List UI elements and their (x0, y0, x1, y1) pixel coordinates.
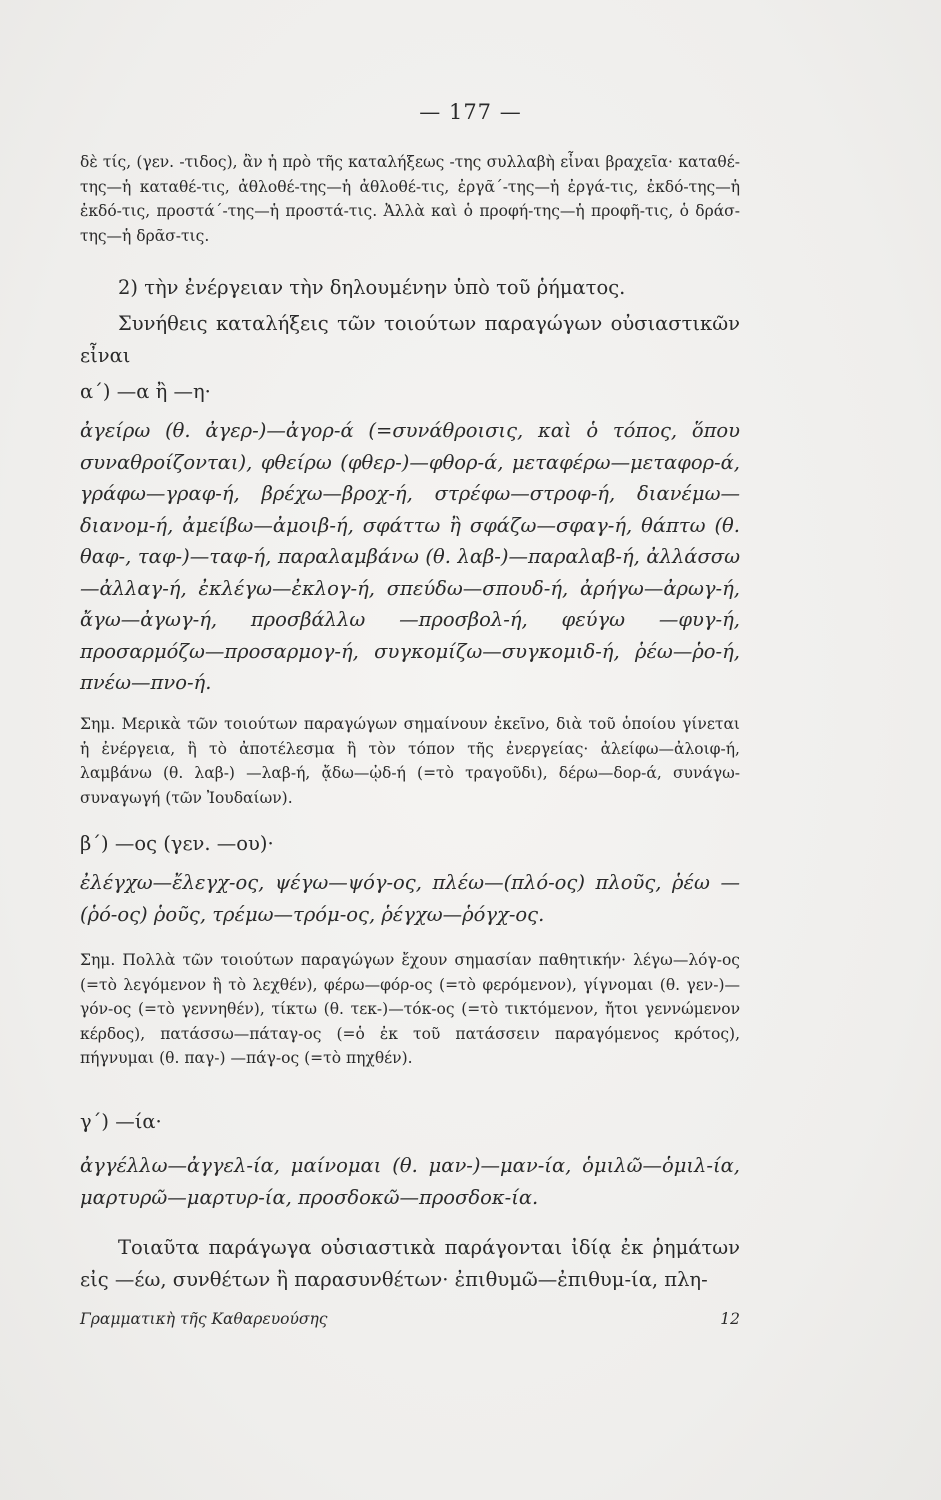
subsection-c-examples: ἀγγέλλω—ἀγγελ-ία, μαίνομαι (θ. μαν-)—μαν-ία, ὁμιλῶ—ὁμιλ-ία, μαρτυρῶ—μαρτυρ-ία, προσδοκῶ—προσδοκ-ία. (80, 1154, 740, 1209)
subsection-a-examples: ἀγείρω (θ. ἀγερ-)—ἀγορ-ά (=συνάθροισις, καὶ ὁ τόπος, ὅπου συναθροίζονται), φθείρω (φθερ-)—φθορ-ά, μεταφέρω—μεταφορ-ά, γράφω—γραφ-ή, βρέχω—βροχ-ή, στρέφω—στροφ-ή, διανέμω—διανομ-ή, ἀμείβω—ἀμοιβ-ή, σφάττω ἢ σφάζω—σφαγ-ή, θάπτω (θ. θαφ-, ταφ-)—ταφ-ή, παραλαμβάνω (θ. λαβ-)—παραλαβ-ή, ἀλλάσσω—ἀλλαγ-ή, ἐκλέγω—ἐκλογ-ή, σπεύδω—σπουδ-ή, ἀρήγω—ἀρωγ-ή, ἄγω—ἀγωγ-ή, προσβάλλω —προσβολ-ή, φεύγω —φυγ-ή, προσαρμόζω—προσαρμογ-ή, συγκομίζω—συγκομιδ-ή, ῥέω—ῥο-ή, πνέω—πνο-ή. (80, 419, 740, 694)
intro-paragraph: δὲ τίς, (γεν. -τιδος), ἂν ἡ πρὸ τῆς καταλήξεως -της συλλαβὴ εἶναι βραχεῖα· καταθέ-της—ἡ καταθέ-τις, ἀθλοθέ-της—ἡ ἀθλοθέ-τις, ἐργᾶ΄-της—ἡ ἐργά-τις, ἐκδό-της—ἡ ἐκδό-τις, προστά΄-της—ἡ προστά-τις. Ἀλλὰ καὶ ὁ προφή-της—ἡ προφῆ-τις, ὁ δράσ-της—ἡ δρᾶσ-τις. (80, 153, 740, 245)
subsection-c-label: γ΄) —ία· (80, 1110, 162, 1133)
footer-signature-number: 12 (720, 1310, 740, 1328)
page-number: — 177 — (419, 100, 522, 124)
closing-paragraph: Τοιαῦτα παράγωγα οὐσιαστικὰ παράγονται ἰδίᾳ ἐκ ῥημάτων εἰς —έω, συνθέτων ἢ παρασυνθέτων· ἐπιθυμῶ—ἐπιθυμ-ία, πλη- (80, 1236, 740, 1291)
section-2-text: Συνήθεις καταλήξεις τῶν τοιούτων παραγώγων οὐσιαστικῶν εἶναι (80, 312, 740, 367)
note-2: Σημ. Πολλὰ τῶν τοιούτων παραγώγων ἔχουν σημασίαν παθητικήν· λέγω—λόγ-ος (=τὸ λεγόμενον ἢ τὸ λεχθέν), φέρω—φόρ-ος (=τὸ φερόμενον), γίγνομαι (θ. γεν-)—γόν-ος (=τὸ γεννηθέν), τίκτω (θ. τεκ-)—τόκ-ος (=τὸ τικτόμενον, ἤτοι γεννώμενον κέρδος), πατάσσω—πάταγ-ος (=ὁ ἐκ τοῦ πατάσσειν παραγόμενος κρότος), πήγνυμαι (θ. παγ-) —πάγ-ος (=τὸ πηχθέν). (80, 951, 740, 1067)
section-2-heading: 2) τὴν ἐνέργειαν τὴν δηλουμένην ὑπὸ τοῦ ῥήματος. (118, 276, 626, 299)
subsection-a-label: α΄) —α ἢ —η· (80, 380, 211, 403)
page-footer (80, 1310, 740, 1328)
subsection-b-examples: ἐλέγχω—ἔλεγχ-ος, ψέγω—ψόγ-ος, πλέω—(πλό-ος) πλοῦς, ῥέω —(ῥό-ος) ῥοῦς, τρέμω—τρόμ-ος, ῥέγχω—ῥόγχ-ος. (80, 871, 740, 926)
note-1: Σημ. Μερικὰ τῶν τοιούτων παραγώγων σημαίνουν ἐκεῖνο, διὰ τοῦ ὁποίου γίνεται ἡ ἐνέργεια, ἢ τὸ ἀποτέλεσμα ἢ τὸν τόπον τῆς ἐνεργείας· ἀλείφω—ἀλοιφ-ή, λαμβάνω (θ. λαβ-) —λαβ-ή, ᾄδω—ᾠδ-ή (=τὸ τραγοῦδι), δέρω—δορ-ά, συνάγω-συναγωγή (τῶν Ἰουδαίων). (80, 715, 740, 807)
subsection-b-label: β΄) —ος (γεν. —ου)· (80, 832, 274, 855)
footer-book-title: Γραμματικὴ τῆς Καθαρευούσης (80, 1310, 328, 1328)
